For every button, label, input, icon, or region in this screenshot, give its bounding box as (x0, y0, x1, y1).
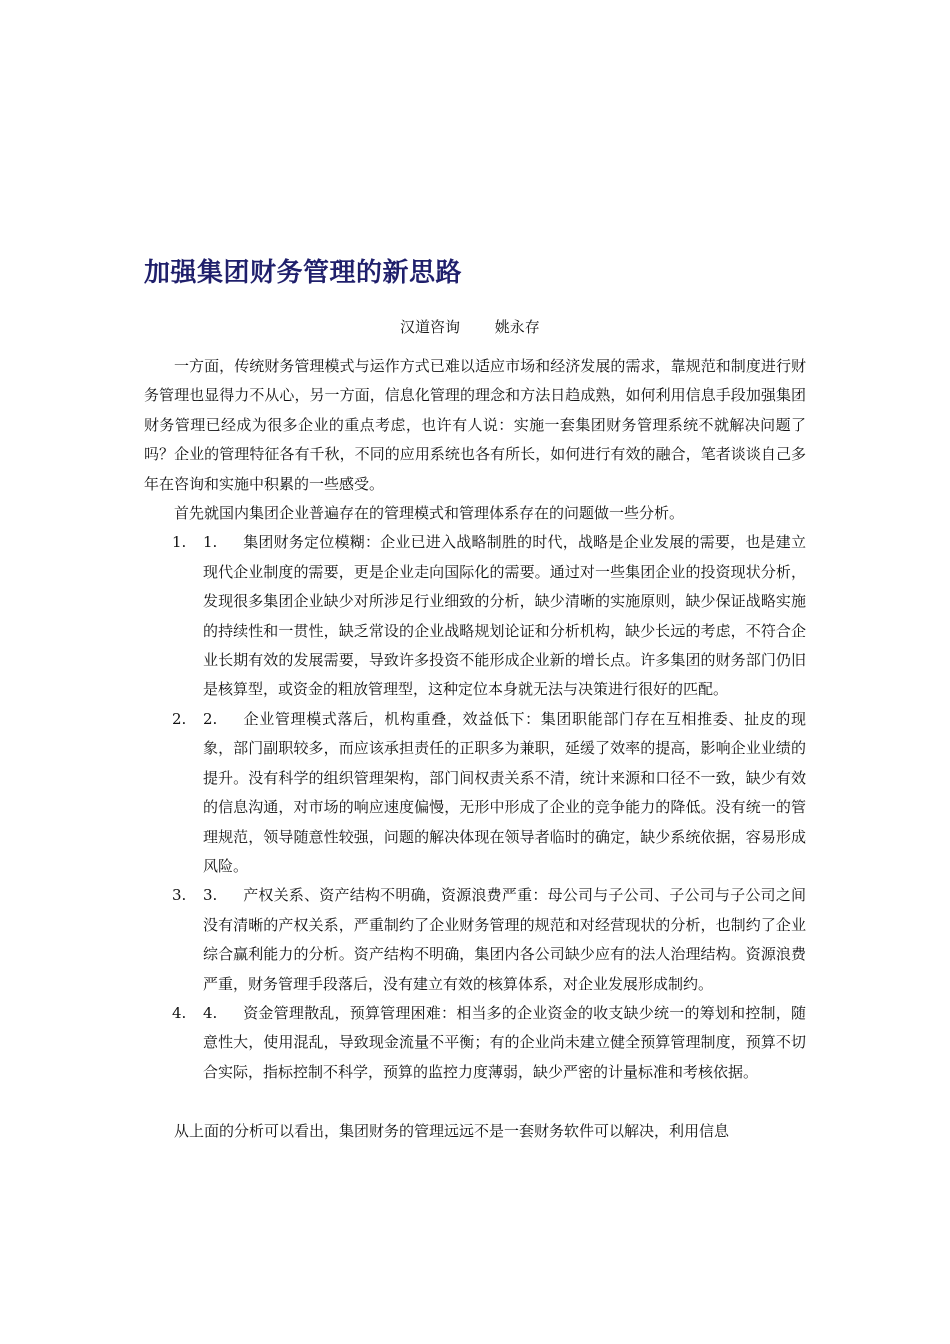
document-title: 加强集团财务管理的新思路 (144, 258, 463, 288)
byline-author: 姚永存 (494, 318, 540, 336)
issue-list (144, 528, 806, 1087)
list-item-text: 集团财务定位模糊：企业已进入战略制胜的时代，战略是企业发展的需要，也是建立现代企业制度的需要，更是企业走向国际化的需要。通过对一些集团企业的投资现状分析，发现很多集团企业缺少对所涉足行业细致的分析，缺少清晰的实施原则，缺少保证战略实施的持续性和一贯性，缺乏常设的企业战略规划论证和分析机构，缺少长远的考虑，不符合企业长期有效的发展需要，导致许多投资不能形成企业新的增长点。许多集团的财务部门仍旧是核算型，或资金的粗放管理型，这种定位本身就无法与决策进行很好的匹配。 (203, 533, 806, 699)
paragraph-spacer (144, 1087, 806, 1117)
list-item-sub-number: 4. (203, 1003, 218, 1022)
intro-paragraph: 首先就国内集团企业普遍存在的管理模式和管理体系存在的问题做一些分析。 (174, 504, 685, 523)
list-item-number: 4. (172, 1003, 187, 1022)
list-item-sub-number: 1. (203, 533, 218, 552)
byline-organization: 汉道咨询 (400, 318, 461, 336)
intro-paragraph: 一方面，传统财务管理模式与运作方式已难以适应市场和经济发展的需求，靠规范和制度进行财务管理也显得力不从心，另一方面，信息化管理的理念和方法日趋成熟，如何利用信息手段加强集团财务管理已经成为很多企业的重点考虑，也许有人说：实施一套集团财务管理系统不就解决问题了吗？企业的管理特征各有千秋，不同的应用系统也各有所长，如何进行有效的融合，笔者谈谈自己多年在咨询和实施中积累的一些感受。 (144, 357, 806, 493)
list-item-text: 资金管理散乱，预算管理困难：相当多的企业资金的收支缺少统一的筹划和控制，随意性大，使用混乱，导致现金流量不平衡；有的企业尚未建立健全预算管理制度，预算不切合实际，指标控制不科学，预算的监控力度薄弱，缺少严密的计量标准和考核依据。 (203, 1003, 806, 1081)
issue-list-item (144, 881, 806, 999)
list-item-number: 2. (172, 709, 187, 728)
list-item-text: 企业管理模式落后，机构重叠，效益低下：集团职能部门存在互相推委、扯皮的现象，部门副职较多，而应该承担责任的正职多为兼职，延缓了效率的提高，影响企业业绩的提升。没有科学的组织管理架构，部门间权责关系不清，统计来源和口径不一致，缺少有效的信息沟通，对市场的响应速度偏慢，无形中形成了企业的竞争能力的降低。没有统一的管理规范，领导随意性较强，问题的解决体现在领导者临时的确定，缺少系统依据，容易形成风险。 (203, 709, 806, 875)
document-body (144, 352, 806, 1147)
byline (400, 316, 540, 337)
list-item-number: 1. (172, 533, 187, 552)
issue-list-item (144, 528, 806, 704)
issue-list-item (144, 999, 806, 1087)
issue-list-item (144, 705, 806, 881)
list-item-sub-number: 2. (203, 709, 218, 728)
list-item-number: 3. (172, 886, 187, 905)
conclusion-paragraph: 从上面的分析可以看出，集团财务的管理远远不是一套财务软件可以解决，利用信息 (174, 1122, 730, 1141)
list-item-text: 产权关系、资产结构不明确，资源浪费严重：母公司与子公司、子公司与子公司之间没有清晰的产权关系，严重制约了企业财务管理的规范和对经营现状的分析，也制约了企业综合赢利能力的分析。资产结构不明确，集团内各公司缺少应有的法人治理结构。资源浪费严重，财务管理手段落后，没有建立有效的核算体系，对企业发展形成制约。 (203, 886, 806, 993)
list-item-sub-number: 3. (203, 886, 218, 905)
